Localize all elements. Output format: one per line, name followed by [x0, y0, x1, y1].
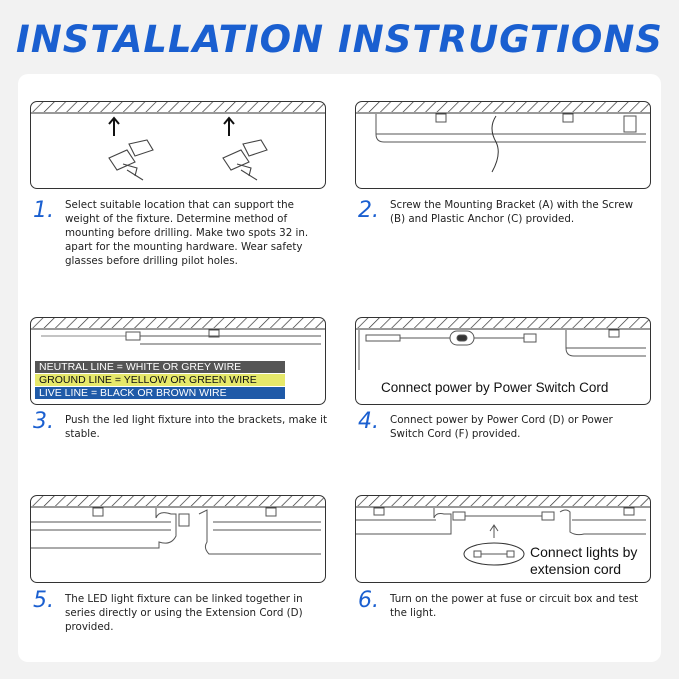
step-5-number: 5.	[33, 588, 54, 613]
step-1-illustration	[30, 101, 326, 189]
step-3-text: Push the led light fixture into the brackets, make it stable.	[65, 414, 327, 440]
step-3-number: 3.	[33, 409, 54, 434]
step-4-number: 4.	[358, 409, 379, 434]
step-1-text: Select suitable location that can support the weight of the fixture. Determine method of mounting before drilling. Make two spots 32 in. apart for the mounting hardware. Wear safety glasses before drilling pilot holes.	[65, 199, 309, 267]
extension-caption-line2: extension cord	[530, 561, 622, 577]
step-6-text: Turn on the power at fuse or circuit box and test the light.	[390, 593, 639, 619]
step-3-illustration	[30, 317, 326, 405]
arrow-up-icon	[109, 118, 234, 136]
mounting-bracket-icon	[109, 140, 267, 180]
page-title: INSTALLATION INSTRUGTIONS	[16, 18, 663, 61]
step-6-illustration	[355, 495, 651, 583]
step-5-illustration	[30, 495, 326, 583]
step-5-text: The LED light fixture can be linked together in series directly or using the Extension Cord (D) provided.	[65, 593, 303, 633]
neutral-wire-label: NEUTRAL LINE = WHITE OR GREY WIRE	[35, 361, 285, 373]
step-2-illustration	[355, 101, 651, 189]
step-4-text: Connect power by Power Cord (D) or Power Switch Cord (F) provided.	[390, 414, 613, 440]
step-2-text: Screw the Mounting Bracket (A) with the Screw (B) and Plastic Anchor (C) provided.	[390, 199, 633, 225]
step-4-illustration	[355, 317, 651, 405]
extension-caption-line1: Connect lights by	[530, 544, 638, 560]
live-wire-label: LIVE LINE = BLACK OR BROWN WIRE	[35, 387, 285, 399]
power-switch-caption: Connect power by Power Switch Cord	[381, 380, 609, 395]
ground-wire-label: GROUND LINE = YELLOW OR GREEN WIRE	[35, 374, 285, 386]
step-2-number: 2.	[358, 198, 379, 223]
step-1-number: 1.	[33, 198, 54, 223]
step-6-number: 6.	[358, 588, 379, 613]
